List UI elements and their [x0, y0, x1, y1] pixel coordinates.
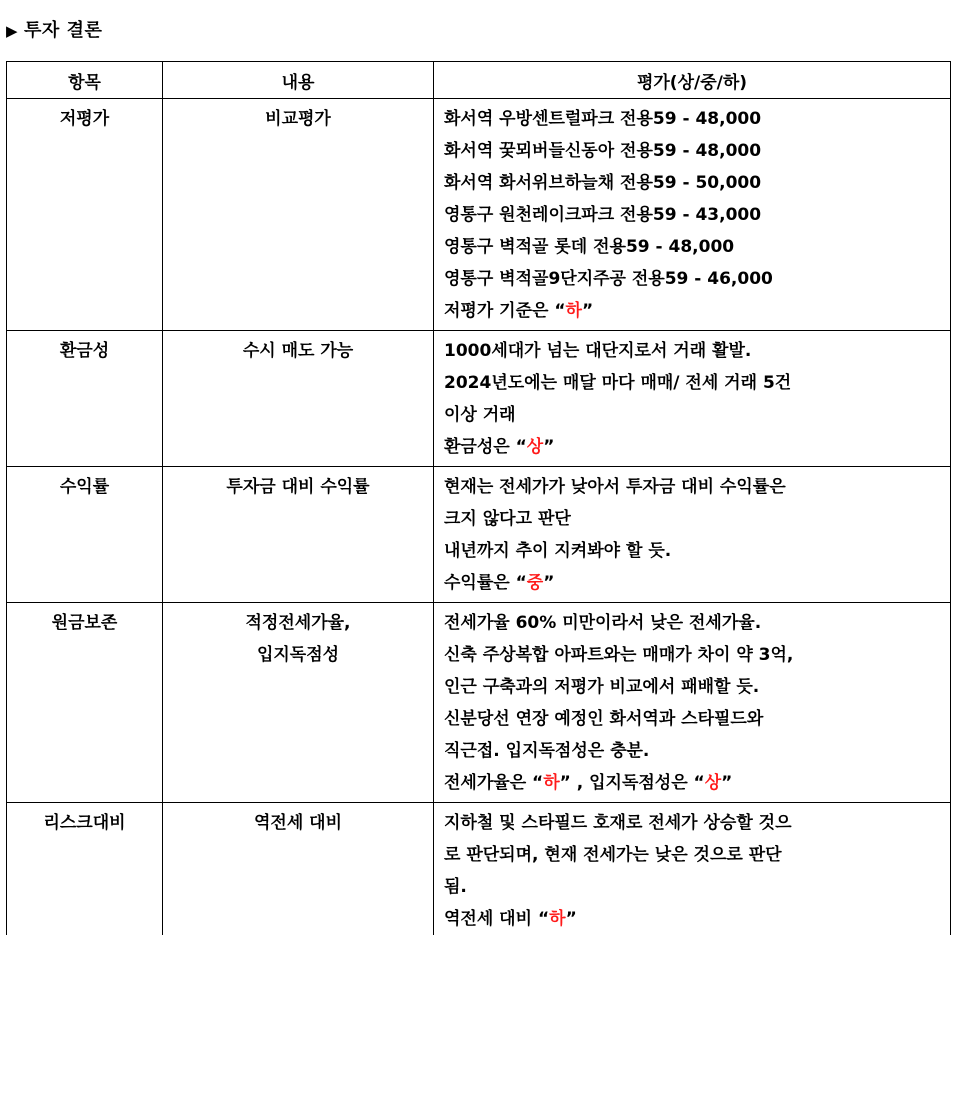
content-line: 입지독점성 [256, 645, 340, 665]
row-item: 환금성 [7, 331, 163, 467]
row-item: 원금보존 [7, 603, 163, 803]
investment-conclusion-table [6, 61, 951, 935]
eval-line: 영통구 벽적골9단지주공 전용59 - 46,000 [444, 269, 773, 289]
content-line: 비교평가 [265, 109, 331, 129]
triangle-bullet-icon: ▶ [6, 22, 19, 40]
header-item: 항목 [7, 62, 163, 99]
row-content [163, 99, 434, 331]
row-content [163, 603, 434, 803]
table-row [7, 467, 951, 603]
eval-line: 화서역 우방센트럴파크 전용59 - 48,000 [444, 109, 762, 129]
eval-line: 로 판단되며, 현재 전세가는 낮은 것으로 판단 [444, 845, 782, 865]
eval-line: 영통구 원천레이크파크 전용59 - 43,000 [444, 205, 762, 225]
table-row [7, 803, 951, 936]
grade-badge: 상 [526, 437, 544, 457]
eval-line: 현재는 전세가가 낮아서 투자금 대비 수익률은 [444, 477, 786, 497]
row-evaluation [434, 99, 951, 331]
table-row [7, 99, 951, 331]
eval-line: 크지 않다고 판단 [444, 509, 571, 529]
header-content: 내용 [163, 62, 434, 99]
content-line: 적정전세가율, [245, 613, 351, 633]
grade-badge: 중 [526, 573, 544, 593]
section-title-text: 투자 결론 [24, 20, 103, 41]
content-line: 투자금 대비 수익률 [226, 477, 370, 497]
eval-line: 2024년도에는 매달 마다 매매/ 전세 거래 5건 [444, 373, 792, 393]
verdict-line: 수익률은 “중” [444, 573, 555, 593]
row-evaluation [434, 603, 951, 803]
table-row [7, 331, 951, 467]
row-item: 리스크대비 [7, 803, 163, 936]
grade-badge: 하 [549, 909, 566, 929]
eval-line: 전세가율 60% 미만이라서 낮은 전세가율. [444, 613, 762, 633]
eval-line: 됨. [444, 877, 467, 897]
row-item: 수익률 [7, 467, 163, 603]
table-header-row [7, 62, 951, 99]
verdict-line: 역전세 대비 “하” [444, 909, 577, 929]
content-line: 수시 매도 가능 [242, 341, 354, 361]
eval-line: 화서역 꿎뫼버들신동아 전용59 - 48,000 [444, 141, 762, 161]
verdict-line: 환금성은 “상” [444, 437, 555, 457]
eval-line: 직근접. 입지독점성은 충분. [444, 741, 650, 761]
eval-line: 신축 주상복합 아파트와는 매매가 차이 약 3억, [444, 645, 794, 665]
grade-badge: 하 [543, 773, 560, 793]
content-line: 역전세 대비 [253, 813, 343, 833]
header-evaluation: 평가(상/중/하) [434, 62, 951, 99]
eval-line: 지하철 및 스타필드 호재로 전세가 상승할 것으 [444, 813, 792, 833]
verdict-line: 전세가율은 “하” , 입지독점성은 “상” [444, 773, 733, 793]
row-content [163, 331, 434, 467]
row-evaluation [434, 331, 951, 467]
eval-line: 이상 거래 [444, 405, 516, 425]
table-row [7, 603, 951, 803]
grade-badge: 상 [704, 773, 722, 793]
row-evaluation [434, 467, 951, 603]
row-content [163, 467, 434, 603]
row-content [163, 803, 434, 936]
eval-line: 화서역 화서위브하늘채 전용59 - 50,000 [444, 173, 762, 193]
eval-line: 신분당선 연장 예정인 화서역과 스타필드와 [444, 709, 764, 729]
section-title [6, 16, 102, 42]
grade-badge: 하 [565, 301, 582, 321]
row-evaluation [434, 803, 951, 936]
eval-line: 내년까지 추이 지켜봐야 할 듯. [444, 541, 672, 561]
eval-line: 영통구 벽적골 롯데 전용59 - 48,000 [444, 237, 735, 257]
verdict-line: 저평가 기준은 “하” [444, 301, 594, 321]
eval-line: 1000세대가 넘는 대단지로서 거래 활발. [444, 341, 752, 361]
eval-line: 인근 구축과의 저평가 비교에서 패배할 듯. [444, 677, 760, 697]
row-item: 저평가 [7, 99, 163, 331]
